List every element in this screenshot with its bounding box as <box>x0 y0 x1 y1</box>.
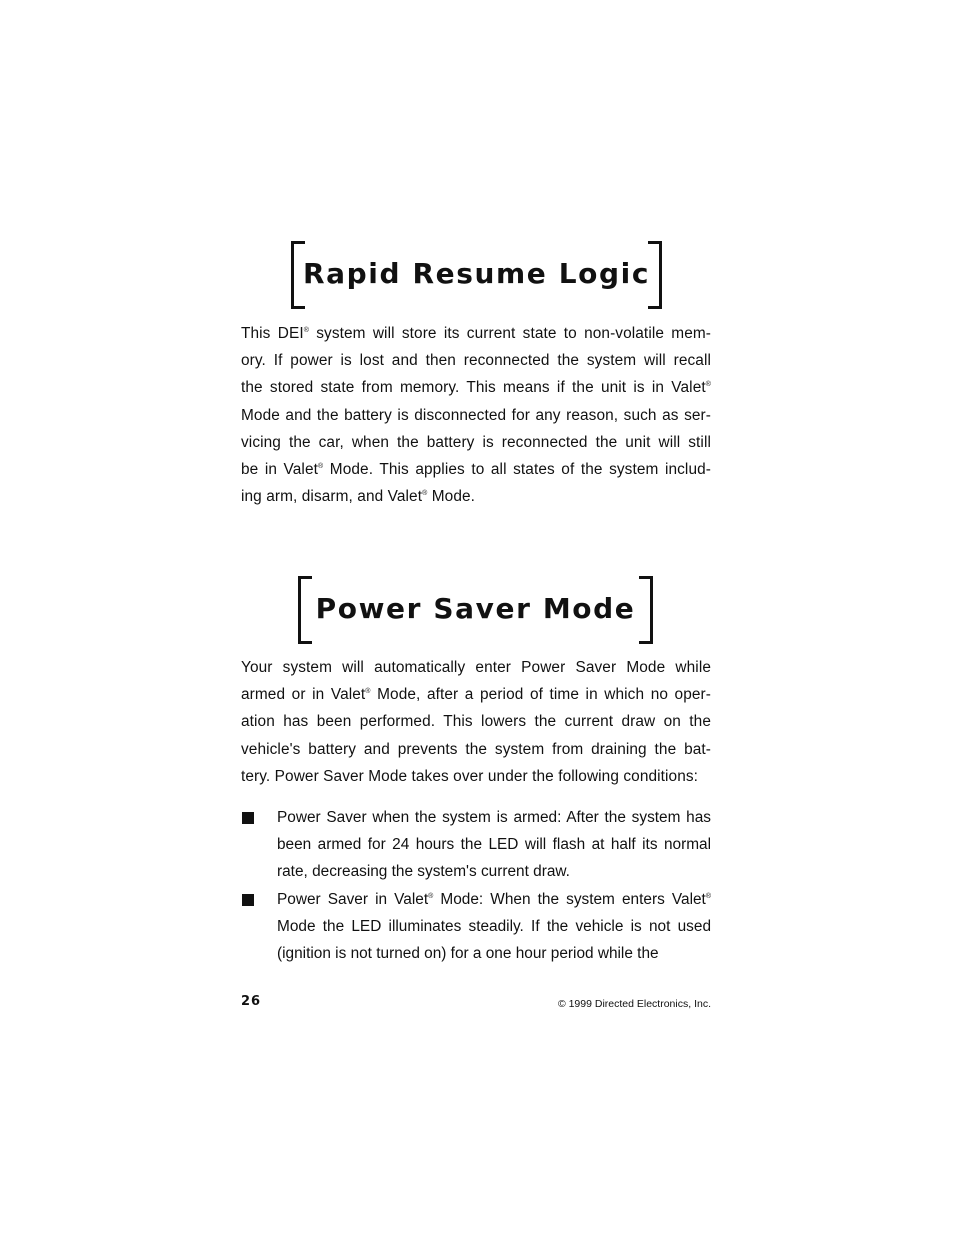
text-line: ing arm, disarm, and Valet® Mode. <box>241 488 476 506</box>
text-line: Your system will automatically enter Power Saver Mode while <box>241 659 711 676</box>
registered-mark: ® <box>422 490 428 498</box>
paragraph-rapid-resume-logic <box>241 320 711 510</box>
registered-mark: ® <box>428 892 434 900</box>
section-heading-rapid-resume-logic <box>291 241 662 309</box>
heading-title: Power Saver Mode <box>315 592 636 625</box>
square-bullet-icon <box>242 894 254 906</box>
right-bracket <box>639 576 653 644</box>
square-bullet-icon <box>242 812 254 824</box>
text-line: Power Saver when the system is armed: After the system has <box>277 809 711 826</box>
registered-mark: ® <box>705 892 711 900</box>
section-heading-power-saver-mode <box>298 576 653 644</box>
bullet-list <box>241 804 711 967</box>
page-number: 26 <box>241 994 262 1009</box>
text-line: armed or in Valet® Mode, after a period of time in which no oper- <box>241 686 711 704</box>
text-line: Mode and the battery is disconnected for any reason, such as ser- <box>241 406 711 424</box>
list-item-text <box>277 886 711 968</box>
registered-mark: ® <box>318 462 324 470</box>
text-line: ory. If power is lost and then reconnected the system will recall <box>241 352 711 370</box>
text-line: vicing the car, when the battery is reconnected the unit will still <box>241 433 711 451</box>
list-item <box>241 886 711 968</box>
list-item-text <box>277 804 711 886</box>
text-line: be in Valet® Mode. This applies to all states of the system includ- <box>241 460 711 478</box>
right-bracket <box>648 241 662 309</box>
text-line: rate, decreasing the system's current draw. <box>277 863 570 881</box>
registered-mark: ® <box>365 688 371 696</box>
list-item <box>241 804 711 886</box>
text-line: This DEI® system will store its current state to non-volatile mem- <box>241 325 712 342</box>
paragraph-power-saver-mode <box>241 654 711 790</box>
text-line: Mode the LED illuminates steadily. If the vehicle is not used <box>277 917 711 935</box>
text-line: tery. Power Saver Mode takes over under the following conditions: <box>241 767 699 785</box>
text-line: the stored state from memory. This means if the unit is in Valet® <box>241 379 711 397</box>
registered-mark: ® <box>705 381 711 389</box>
copyright-notice: © 1999 Directed Electronics, Inc. <box>557 998 711 1010</box>
text-line: (ignition is not turned on) for a one hour period while the <box>277 944 659 962</box>
registered-mark: ® <box>303 327 309 334</box>
text-line: vehicle's battery and prevents the system from draining the bat- <box>241 740 711 758</box>
text-line: Power Saver in Valet® Mode: When the system enters Valet® <box>277 890 711 908</box>
text-line: been armed for 24 hours the LED will flash at half its normal <box>277 836 711 854</box>
text-line: ation has been performed. This lowers the current draw on the <box>241 713 711 731</box>
heading-title: Rapid Resume Logic <box>302 257 651 290</box>
